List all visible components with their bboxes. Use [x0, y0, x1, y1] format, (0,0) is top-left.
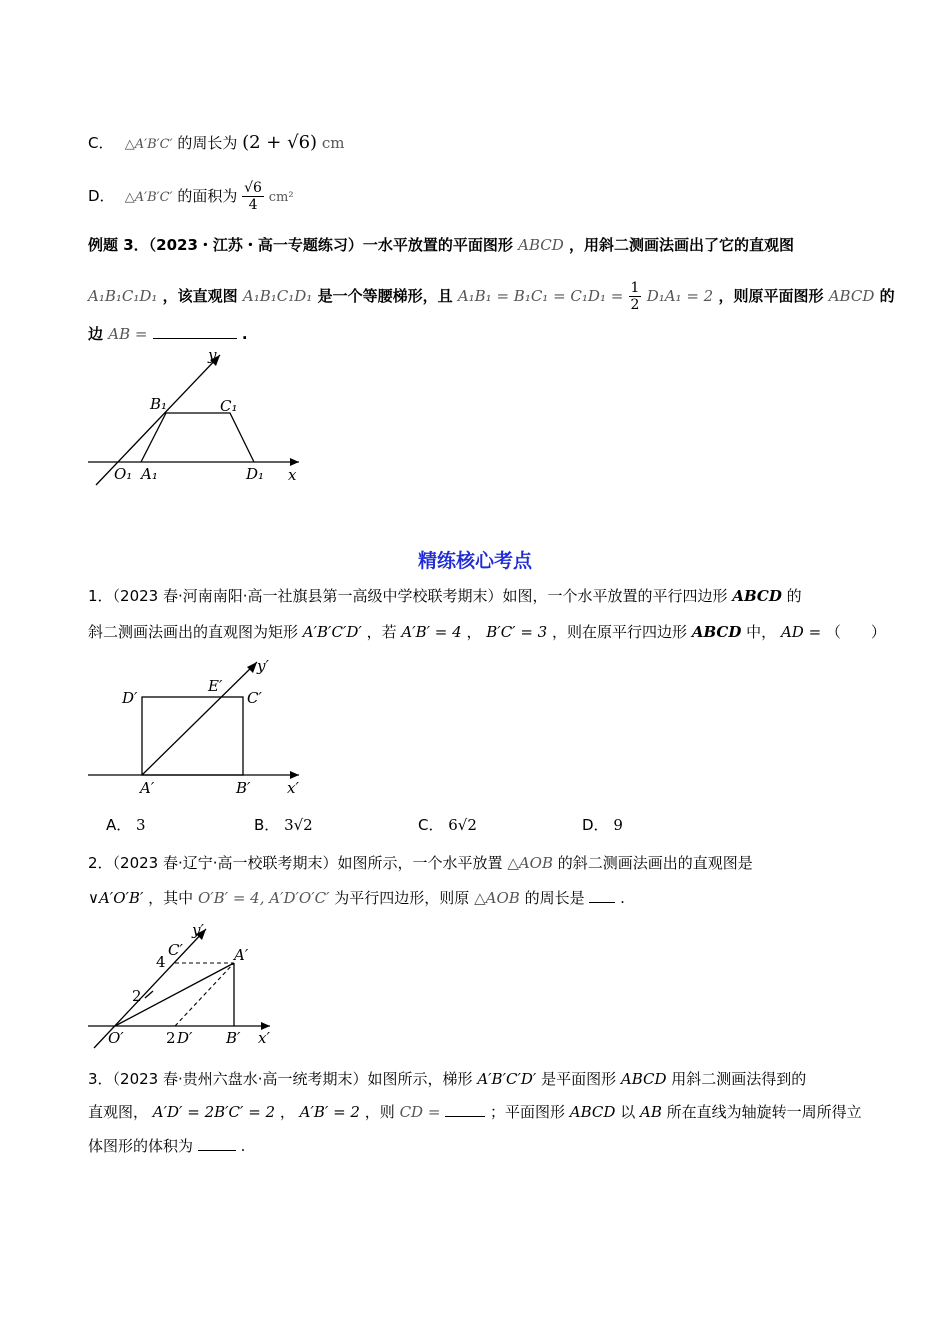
y-axis-line [142, 662, 257, 775]
option-c [88, 132, 344, 156]
q1-paren: （ ） [825, 623, 886, 641]
label-c-prime: C′ [247, 689, 262, 707]
q1-text-1-end: 的 [786, 587, 802, 605]
example3-abcd: ABCD [518, 236, 564, 254]
label-x: x [288, 466, 297, 484]
q1-rectangle: A′B′C′D′ [302, 623, 362, 641]
q1-line1 [88, 585, 802, 607]
example3-figure-name: A₁B₁C₁D₁ [88, 287, 158, 305]
q1-text-2d: 中， [746, 623, 777, 641]
q2-text-1-end: 的斜二测画法画出的直观图是 [557, 854, 753, 872]
example3-fraction [629, 280, 642, 313]
q1-option-a-label: A． [106, 816, 132, 834]
example3-line3 [88, 322, 248, 345]
label-y: y [208, 346, 217, 364]
example3-figure-name-2: A₁B₁C₁D₁ [242, 287, 313, 305]
label-x-prime: x′ [287, 779, 299, 797]
q2-line1 [88, 852, 753, 874]
q3-text-3: 体图形的体积为 [88, 1137, 194, 1155]
label-c1: C₁ [220, 397, 238, 415]
example3-line3-edge: 边 [88, 325, 104, 343]
q1-text-2c: ，则在原平行四边形 [552, 623, 688, 641]
label-d1: D₁ [246, 465, 265, 483]
q3-abcd: ABCD [620, 1070, 667, 1088]
q1-option-d[interactable] [582, 814, 623, 835]
label-o1: O₁ [114, 465, 133, 483]
example3-de: 的 [879, 287, 895, 305]
q1-option-c-label: C． [418, 816, 444, 834]
q2-equation: O′B′ = 4, A′D′O′C′ [197, 889, 330, 907]
q1-equation-a: A′B′ = 4 [401, 623, 462, 641]
option-d-label: D． [88, 187, 115, 205]
label-two-x: 2 [166, 1029, 176, 1047]
q1-text-1: 1．（2023 春·河南南阳·高一社旗县第一高级中学校联考期末）如图，一个水平放置的平行四边形 [88, 587, 728, 605]
example3-mid2: 是一个等腰梯形，且 [317, 287, 453, 305]
label-y-prime: y′ [257, 657, 269, 675]
option-d-unit: cm² [268, 190, 294, 205]
label-c-prime: C′ [168, 941, 183, 959]
x-axis-arrow [290, 458, 299, 466]
example3-fraction-numerator: 1 [630, 280, 640, 296]
label-a1: A₁ [141, 465, 158, 483]
rectangle-figure [84, 654, 309, 802]
q1-equation-b: B′C′ = 3 [486, 623, 548, 641]
q2-text-1: 2．（2023 春·辽宁·高一校联考期末）如图所示，一个水平放置 [88, 854, 503, 872]
q2-triangle: △AOB [507, 854, 554, 872]
q3-answer-blank-2[interactable] [198, 1134, 236, 1151]
y-axis-arrow [247, 662, 257, 673]
example3-tail1: ，用斜二测画法画出了它的直观图 [569, 236, 795, 254]
parallelogram-figure [84, 915, 284, 1050]
label-b-prime: B′ [226, 1029, 241, 1047]
trapezoid-figure [84, 345, 314, 495]
q3-text-2b: ，则 [364, 1103, 395, 1121]
rectangle-shape [142, 697, 243, 775]
example3-mid1: ，该直观图 [162, 287, 238, 305]
q2-triangle-3: △AOB [474, 889, 520, 907]
example3-abcd-2: ABCD [828, 287, 875, 305]
example3-equation-2: D₁A₁ = 2 [646, 287, 714, 305]
example3-line1 [88, 234, 794, 256]
q3-cd: CD = [399, 1103, 441, 1121]
example3-answer-blank[interactable] [153, 322, 237, 339]
example3-line2 [88, 280, 895, 313]
q2-text-2a: ，其中 [148, 889, 194, 907]
q3-period: . [240, 1137, 246, 1155]
q1-option-b-value: 3√2 [284, 816, 313, 834]
label-two-y: 2 [132, 987, 142, 1005]
label-e-prime: E′ [208, 677, 223, 695]
q1-ad: AD = [780, 623, 822, 641]
q2-text-2c: 的周长是 [524, 889, 585, 907]
q3-text-2c: ；平面图形 [489, 1103, 565, 1121]
q1-option-d-label: D． [582, 816, 609, 834]
q3-line3 [88, 1134, 245, 1157]
label-b-prime: B′ [236, 779, 251, 797]
option-d-fraction [242, 180, 264, 213]
option-c-unit: cm [321, 134, 345, 152]
example3-equation-1: A₁B₁ = B₁C₁ = C₁D₁ = [457, 287, 624, 305]
option-c-label: C． [88, 134, 114, 152]
dashed-segment-d-a [175, 963, 234, 1026]
q3-trapezoid: A′B′C′D′ [477, 1070, 537, 1088]
label-a-prime: A′ [140, 779, 155, 797]
example3-fraction-denominator: 2 [630, 297, 640, 313]
option-d-denominator: 4 [248, 197, 258, 213]
q1-separator: ， [466, 623, 482, 641]
label-a-prime: A′ [234, 946, 249, 964]
example3-period: . [241, 325, 248, 343]
q1-line2 [88, 621, 886, 643]
label-x-prime: x′ [258, 1029, 270, 1047]
section-title: 精练核心考点 [417, 550, 532, 572]
example3-mid3: ，则原平面图形 [718, 287, 824, 305]
q3-separator: ， [279, 1103, 295, 1121]
option-d-numerator: √6 [244, 180, 262, 196]
q3-ab: AB [639, 1103, 662, 1121]
q1-option-d-value: 9 [613, 816, 623, 834]
option-d-triangle: △A′B′C′ [124, 190, 173, 205]
q2-text-2b: 为平行四边形，则原 [334, 889, 470, 907]
label-d-prime: D′ [177, 1029, 193, 1047]
q3-text-1a: 3．（2023 春·贵州六盘水·高一统考期末）如图所示，梯形 [88, 1070, 473, 1088]
q2-answer-blank[interactable] [589, 886, 615, 903]
label-b1: B₁ [150, 395, 168, 413]
label-o-prime: O′ [108, 1029, 124, 1047]
option-d [88, 180, 294, 213]
q2-triangle-2: ∨A′O′B′ [88, 889, 144, 907]
label-d-prime: D′ [122, 689, 138, 707]
q3-abcd-2: ABCD [569, 1103, 616, 1121]
q1-option-a-value: 3 [136, 816, 146, 834]
q2-period: . [620, 889, 625, 907]
q1-text-2a: 斜二测画法画出的直观图为矩形 [88, 623, 299, 641]
q3-text-2a: 直观图， [88, 1103, 149, 1121]
q1-text-2b: ，若 [366, 623, 397, 641]
q3-line2 [88, 1100, 862, 1123]
q1-option-c[interactable] [418, 814, 477, 835]
q3-text-1b: 是平面图形 [541, 1070, 617, 1088]
x-axis-arrow [290, 771, 299, 779]
option-d-text: 的面积为 [177, 187, 238, 205]
q1-option-a[interactable] [106, 814, 146, 835]
label-four: 4 [156, 953, 166, 971]
label-y-prime: y′ [192, 921, 204, 939]
q3-equation-b: A′B′ = 2 [299, 1103, 360, 1121]
q3-answer-blank-1[interactable] [445, 1100, 485, 1117]
option-c-text: 的周长为 [177, 134, 238, 152]
q3-text-1c: 用斜二测画法得到的 [671, 1070, 807, 1088]
q1-abcd-2: ABCD [691, 623, 742, 641]
q1-option-c-value: 6√2 [448, 816, 477, 834]
example3-head: 例题 3．（2023・江苏・高一专题练习）一水平放置的平面图形 [88, 236, 513, 254]
q1-option-b-label: B． [254, 816, 280, 834]
q1-abcd: ABCD [732, 587, 782, 605]
option-c-expression: (2 + √6) [242, 132, 318, 153]
q2-line2 [88, 886, 625, 909]
q1-option-b[interactable] [254, 814, 313, 835]
q3-line1 [88, 1068, 806, 1090]
example3-ab: AB = [108, 325, 148, 343]
q3-equation-a: A′D′ = 2B′C′ = 2 [152, 1103, 276, 1121]
q3-text-2d: 以 [620, 1103, 636, 1121]
q3-text-2e: 所在直线为轴旋转一周所得立 [666, 1103, 862, 1121]
option-c-triangle: △A′B′C′ [124, 137, 173, 152]
